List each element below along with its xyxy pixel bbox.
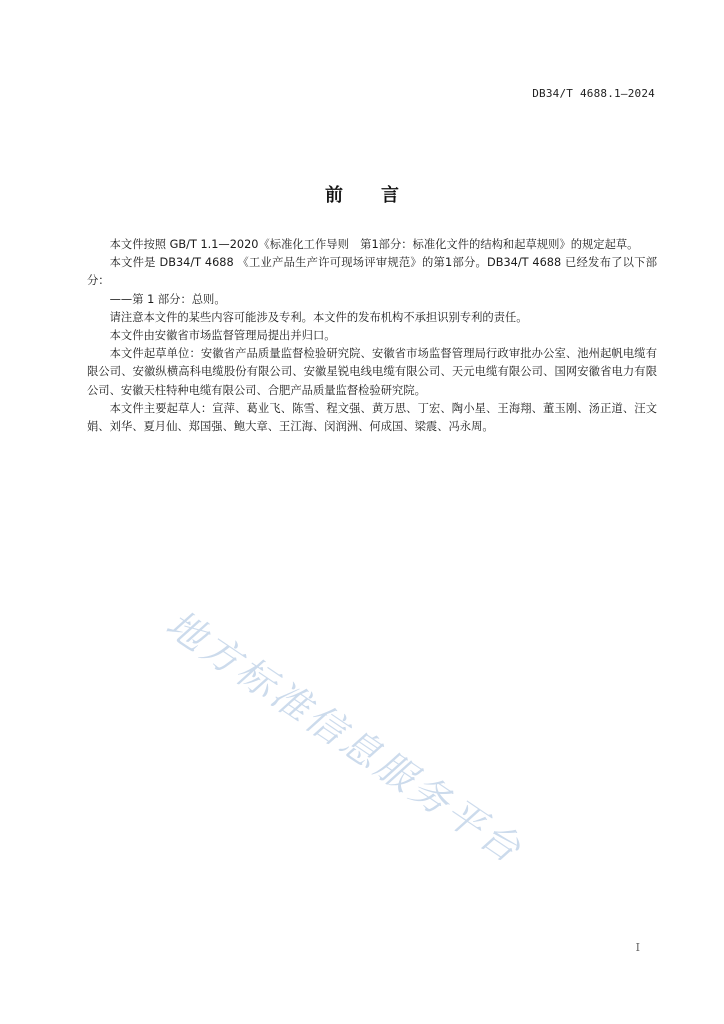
page-title: 前言 — [325, 185, 437, 206]
paragraph-document-part: 本文件是 DB34/T 4688 《工业产品生产许可现场评审规范》的第1部分。DB34/T 4688 已经发布了以下部分： — [87, 256, 657, 288]
paragraph-part-list-item: ——第 1 部分：总则。 — [109, 292, 226, 306]
page-number: I — [635, 941, 640, 954]
paragraph-drafting-units: 本文件起草单位：安徽省产品质量监督检验研究院、安徽省市场监督管理局行政审批办公室、池州起帆电缆有限公司、安徽纵横高科电缆股份有限公司、安徽星锐电线电缆有限公司、天元电缆有限公司、国网安徽省电力有限公司、安徽天柱特种电缆有限公司、合肥产品质量监督检验研究院。 — [87, 347, 657, 397]
foreword-body — [87, 236, 657, 436]
paragraph-drafting-basis: 本文件按照 GB/T 1.1—2020《标准化工作导则 第1部分：标准化文件的结构和起草规则》的规定起草。 — [109, 238, 639, 251]
paragraph-proposer: 本文件由安徽省市场监督管理局提出并归口。 — [109, 329, 336, 343]
watermark-text: 地方标准信息服务平台 — [158, 601, 532, 873]
paragraph-main-drafters: 本文件主要起草人：宣萍、葛业飞、陈雪、程文强、黄万思、丁宏、陶小星、王海翔、董玉刚、汤正道、汪文娟、刘华、夏月仙、郑国强、鲍大章、王江海、闵润洲、何成国、梁震、冯永周。 — [87, 401, 657, 434]
paragraph-patent-notice: 请注意本文件的某些内容可能涉及专利。本文件的发布机构不承担识别专利的责任。 — [109, 310, 528, 324]
document-code-header: DB34/T 4688.1—2024 — [532, 87, 655, 100]
